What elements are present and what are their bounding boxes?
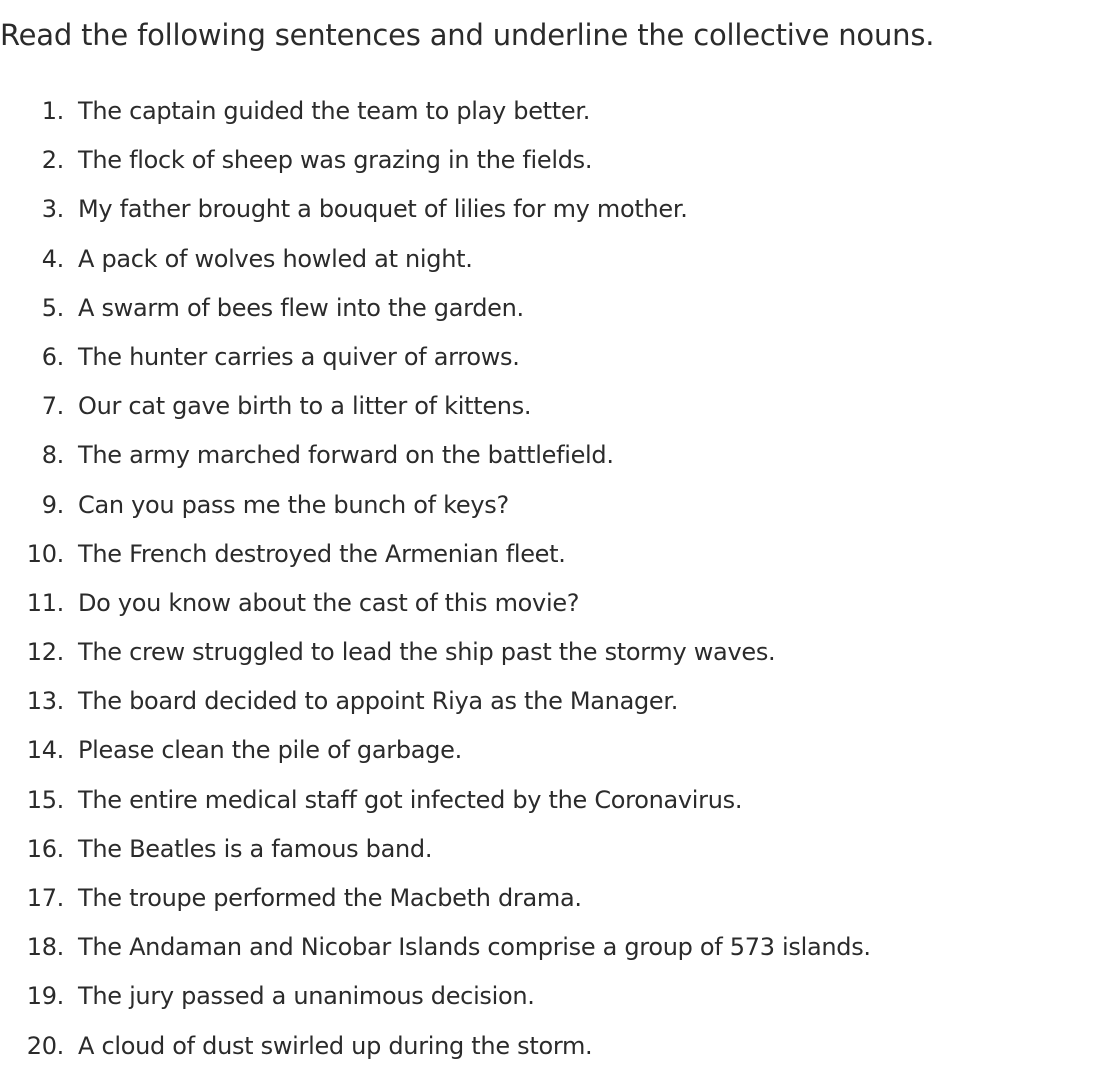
item-number: 17. xyxy=(26,884,64,912)
item-number: 18. xyxy=(26,933,64,962)
item-text: The crew struggled to lead the ship past the stormy waves. xyxy=(78,638,776,667)
item-text: The entire medical staff got infected by the Coronavirus. xyxy=(78,785,743,814)
list-item xyxy=(0,87,1100,136)
list-item xyxy=(0,972,1100,1021)
item-text: Our cat gave birth to a litter of kittens. xyxy=(78,392,532,421)
list-item xyxy=(0,1022,1100,1071)
list-item xyxy=(0,628,1100,677)
item-number: 8. xyxy=(41,441,64,470)
item-text: The board decided to appoint Riya as the Manager. xyxy=(78,687,679,716)
sentence-list xyxy=(0,87,1100,1071)
list-item xyxy=(0,726,1100,775)
item-number: 14. xyxy=(26,736,64,765)
list-item xyxy=(0,923,1100,972)
item-text: A pack of wolves howled at night. xyxy=(78,244,473,273)
item-text: Do you know about the cast of this movie? xyxy=(78,588,580,617)
list-item xyxy=(0,284,1100,333)
item-number: 6. xyxy=(41,342,64,371)
list-item xyxy=(0,333,1100,382)
list-item xyxy=(0,382,1100,431)
item-number: 9. xyxy=(41,490,64,519)
list-item xyxy=(0,677,1100,726)
list-item xyxy=(0,481,1100,530)
item-text: Can you pass me the bunch of keys? xyxy=(78,490,509,519)
item-number: 13. xyxy=(26,687,64,716)
list-item xyxy=(0,235,1100,284)
list-item xyxy=(0,530,1100,579)
item-text: The Beatles is a famous band. xyxy=(78,834,433,863)
item-number: 11. xyxy=(26,588,64,617)
item-number: 19. xyxy=(26,982,64,1011)
item-number: 4. xyxy=(41,244,64,273)
item-number: 1. xyxy=(41,97,64,125)
item-text: The Andaman and Nicobar Islands comprise a group of 573 islands. xyxy=(78,933,871,962)
list-item xyxy=(0,776,1100,825)
item-text: The French destroyed the Armenian fleet. xyxy=(78,539,566,568)
item-text: A swarm of bees flew into the garden. xyxy=(78,293,524,322)
item-number: 3. xyxy=(41,195,64,224)
item-number: 15. xyxy=(26,785,64,814)
list-item xyxy=(0,825,1100,874)
list-item xyxy=(0,185,1100,234)
list-item xyxy=(0,874,1100,923)
item-number: 2. xyxy=(41,146,64,175)
item-number: 10. xyxy=(26,539,64,568)
item-text: My father brought a bouquet of lilies for my mother. xyxy=(78,195,688,224)
item-number: 5. xyxy=(41,293,64,322)
item-number: 20. xyxy=(26,1031,64,1060)
item-number: 12. xyxy=(26,638,64,667)
list-item xyxy=(0,431,1100,480)
item-text: The jury passed a unanimous decision. xyxy=(78,982,535,1011)
item-text: The flock of sheep was grazing in the fields. xyxy=(78,146,593,175)
instructions-heading: Read the following sentences and underline the collective nouns. xyxy=(0,18,935,52)
item-number: 7. xyxy=(41,392,64,421)
item-text: Please clean the pile of garbage. xyxy=(78,736,462,765)
list-item xyxy=(0,136,1100,185)
item-text: The captain guided the team to play better. xyxy=(78,97,591,125)
list-item xyxy=(0,579,1100,628)
item-text: The army marched forward on the battlefield. xyxy=(78,441,614,470)
item-number: 16. xyxy=(26,834,64,863)
item-text: The hunter carries a quiver of arrows. xyxy=(78,342,520,371)
item-text: The troupe performed the Macbeth drama. xyxy=(78,884,582,912)
item-text: A cloud of dust swirled up during the storm. xyxy=(78,1031,593,1060)
